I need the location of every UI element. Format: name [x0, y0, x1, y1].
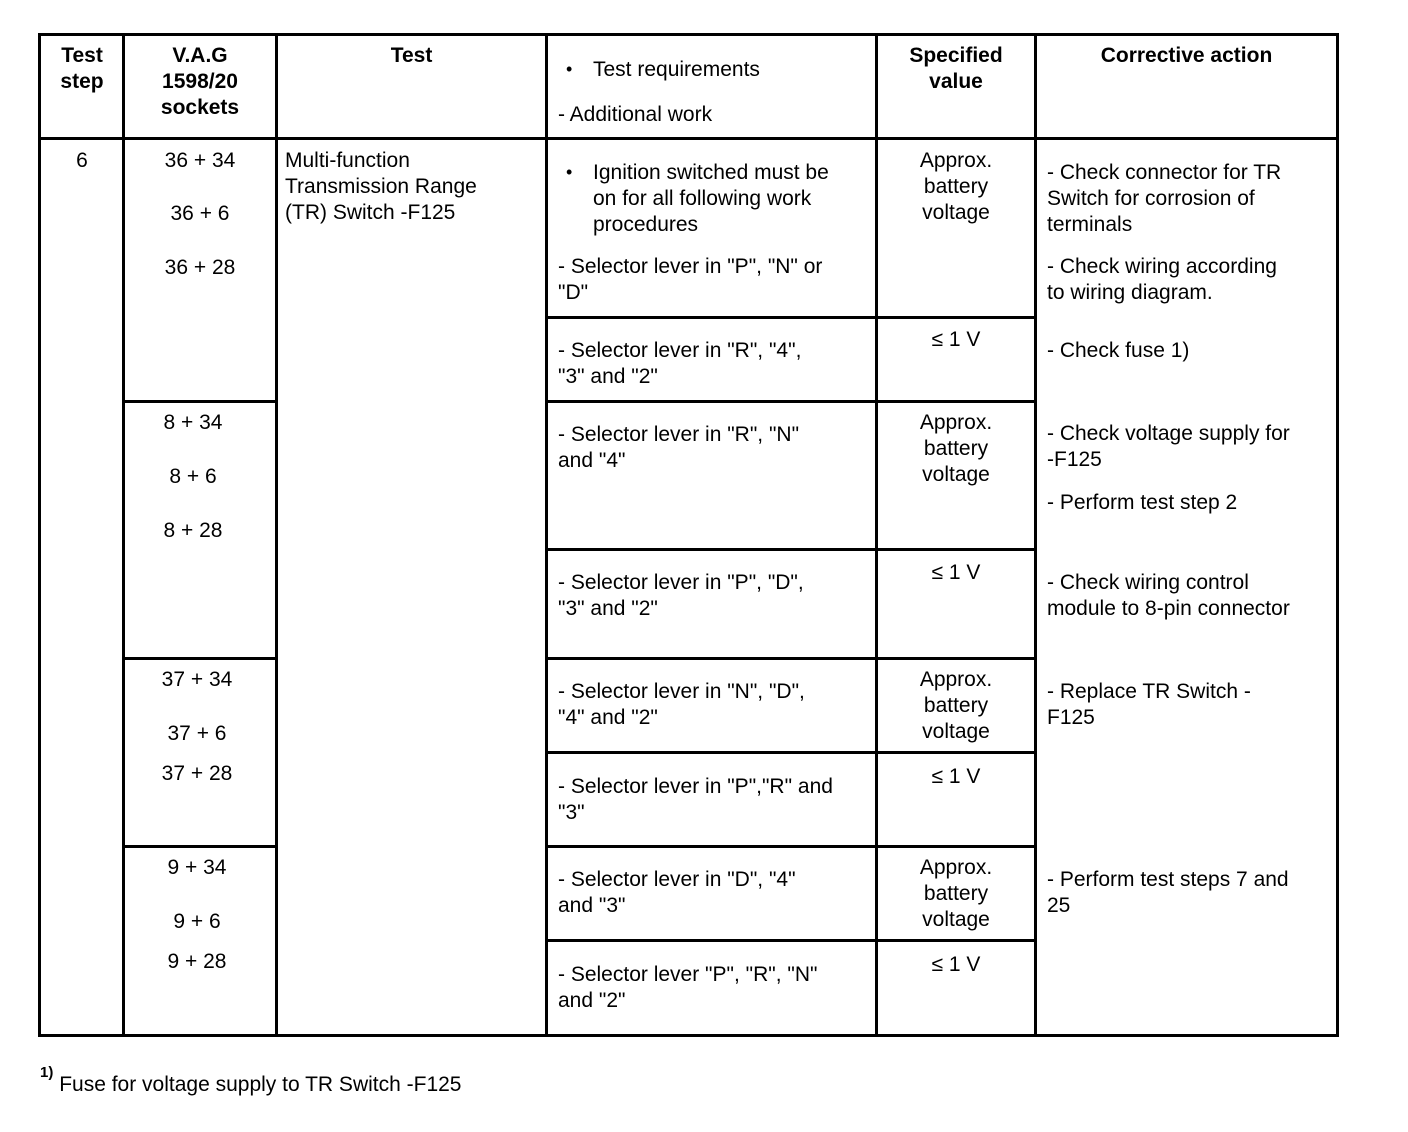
requirement-item: - Selector lever in "R", "4", "3" and "2" — [558, 339, 802, 388]
bullet-icon: • — [566, 59, 573, 79]
footnote-mark: 1) — [40, 1064, 54, 1081]
socket-pair: 9 + 28 — [167, 950, 227, 973]
approx-battery-voltage: Approx. battery voltage — [919, 856, 993, 931]
socket-pair: 9 + 34 — [167, 856, 227, 879]
header-additional-work: - Additional work — [558, 103, 713, 126]
approx-battery-voltage: Approx. battery voltage — [919, 668, 993, 743]
low-voltage-value: ≤ 1 V — [931, 953, 981, 976]
footnote — [40, 1066, 461, 1098]
ignition-note: Ignition switched must be on for all following work procedures — [593, 161, 829, 236]
socket-pair: 37 + 6 — [167, 722, 227, 745]
socket-pair: 36 + 28 — [164, 256, 236, 279]
action-item: - Replace TR Switch - F125 — [1047, 680, 1251, 729]
socket-pair: 36 + 34 — [164, 149, 236, 172]
socket-pair: 9 + 6 — [173, 910, 221, 933]
test-name: Multi-function Transmission Range (TR) Switch -F125 — [285, 149, 477, 224]
action-item: - Check wiring control module to 8-pin connector — [1047, 571, 1290, 620]
socket-pair: 36 + 6 — [170, 202, 230, 225]
socket-pair: 37 + 34 — [161, 668, 233, 691]
requirement-item: - Selector lever in "P","R" and "3" — [558, 775, 833, 824]
bullet-icon: • — [566, 162, 573, 182]
header-corrective-action: Corrective action — [1100, 44, 1273, 67]
approx-battery-voltage: Approx. battery voltage — [919, 411, 993, 486]
requirement-item: - Selector lever in "P", "N" or "D" — [558, 255, 823, 304]
action-item: - Check voltage supply for -F125 — [1047, 422, 1290, 471]
low-voltage-value: ≤ 1 V — [931, 765, 981, 788]
requirement-item: - Selector lever "P", "R", "N" and "2" — [558, 963, 818, 1012]
socket-pair: 8 + 6 — [169, 465, 217, 488]
socket-pair: 8 + 28 — [163, 519, 223, 542]
socket-pair: 8 + 34 — [163, 411, 223, 434]
footnote-text: Fuse for voltage supply to TR Switch -F125 — [59, 1073, 462, 1096]
low-voltage-value: ≤ 1 V — [931, 561, 981, 584]
header-test-step: Test step — [60, 44, 104, 93]
header-requirements: Test requirements — [593, 58, 760, 81]
test-step-number: 6 — [76, 149, 88, 172]
socket-pair: 37 + 28 — [161, 762, 233, 785]
action-item: - Check fuse 1) — [1047, 339, 1190, 362]
action-item: - Check connector for TR Switch for corrosion of terminals — [1047, 161, 1282, 236]
action-item: - Check wiring according to wiring diagram. — [1047, 255, 1277, 304]
header-test: Test — [390, 44, 433, 67]
action-item: - Perform test step 2 — [1047, 491, 1238, 514]
header-specified-value: Specified value — [909, 44, 1003, 93]
requirement-item: - Selector lever in "D", "4" and "3" — [558, 868, 796, 917]
requirement-item: - Selector lever in "P", "D", "3" and "2" — [558, 571, 804, 620]
header-sockets: V.A.G 1598/20 sockets — [160, 44, 240, 119]
low-voltage-value: ≤ 1 V — [931, 328, 981, 351]
action-item: - Perform test steps 7 and 25 — [1047, 868, 1289, 917]
requirement-item: - Selector lever in "R", "N" and "4" — [558, 423, 800, 472]
requirement-item: - Selector lever in "N", "D", "4" and "2" — [558, 680, 805, 729]
approx-battery-voltage: Approx. battery voltage — [919, 149, 993, 224]
